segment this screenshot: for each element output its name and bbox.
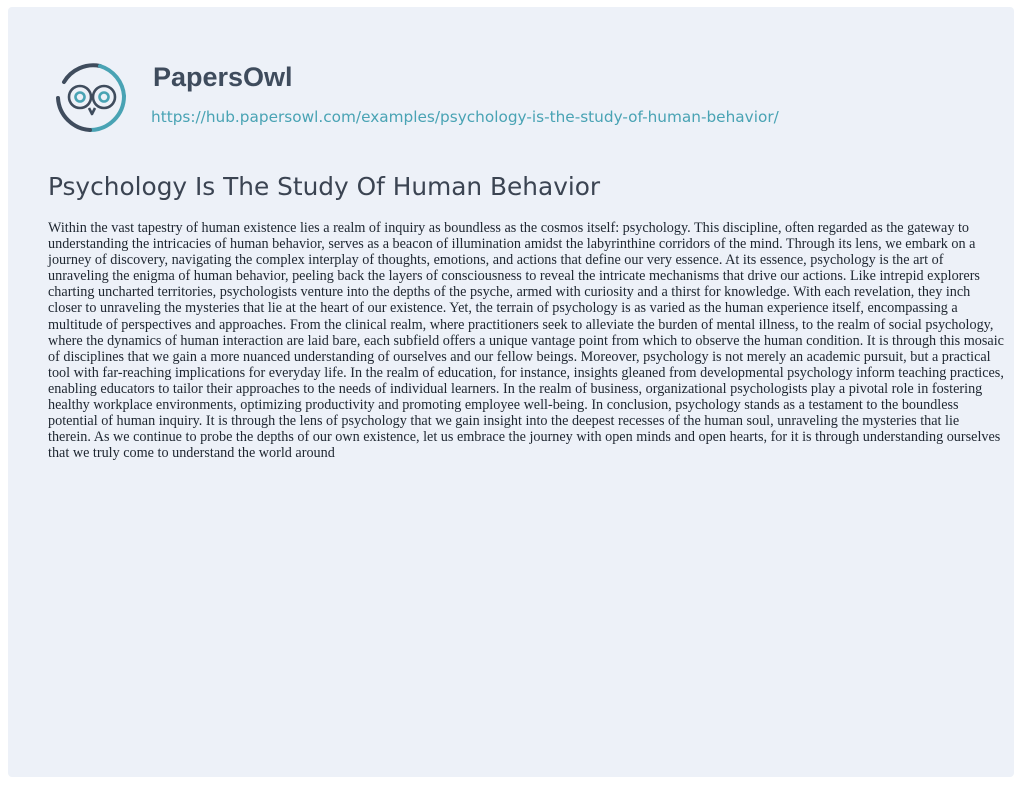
article-body: Within the vast tapestry of human existence lies a realm of inquiry as boundless as the cosmos itself: psychology. This discipline, often regarded as the gateway to understanding the intricacies of human behavior, serves as a beacon of illumination amidst the labyrinthine corridors of the mind. Through its lens, we embark on a journey of discovery, navigating the complex interplay of thoughts, emotions, and actions that define our very essence. At its essence, psychology is the art of unraveling the enigma of human behavior, peeling back the layers of consciousness to reveal the intricate mechanisms that drive our actions. Like intrepid explorers charting uncharted territories, psychologists venture into the depths of the psyche, armed with curiosity and a thirst for knowledge. With each revelation, they inch closer to unraveling the mysteries that lie at the heart of our existence. Yet, the terrain of psychology is as varied as the human experience itself, encompassing a multitude of perspectives and approaches. From the clinical realm, where practitioners seek to alleviate the burden of mental illness, to the realm of social psychology, where the dynamics of human interaction are laid bare, each subfield offers a unique vantage point from which to observe the human condition. It is through this mosaic of disciplines that we gain a more nuanced understanding of ourselves and our fellow beings. Moreover, psychology is not merely an academic pursuit, but a practical tool with far-reaching implications for everyday life. In the realm of education, for instance, insights gleaned from developmental psychology inform teaching practices, enabling educators to tailor their approaches to the needs of individual learners. In the realm of business, organizational psychologists play a pivotal role in fostering healthy workplace environments, optimizing productivity and promoting employee well-being. In conclusion, psychology stands as a testament to the boundless potential of human inquiry. It is through the lens of psychology that we gain insight into the deepest recesses of the human soul, unraveling the mysteries that lie therein. As we continue to probe the depths of our own existence, let us embrace the journey with open minds and open hearts, for it is through understanding ourselves that we truly come to understand the world around <box>48 220 1004 462</box>
brand-name: PapersOwl <box>153 62 293 92</box>
owl-logo-icon <box>50 54 134 138</box>
source-url-link[interactable]: https://hub.papersowl.com/examples/psychology-is-the-study-of-human-behavior/ <box>151 108 779 126</box>
page-title: Psychology Is The Study Of Human Behavior <box>48 172 601 201</box>
